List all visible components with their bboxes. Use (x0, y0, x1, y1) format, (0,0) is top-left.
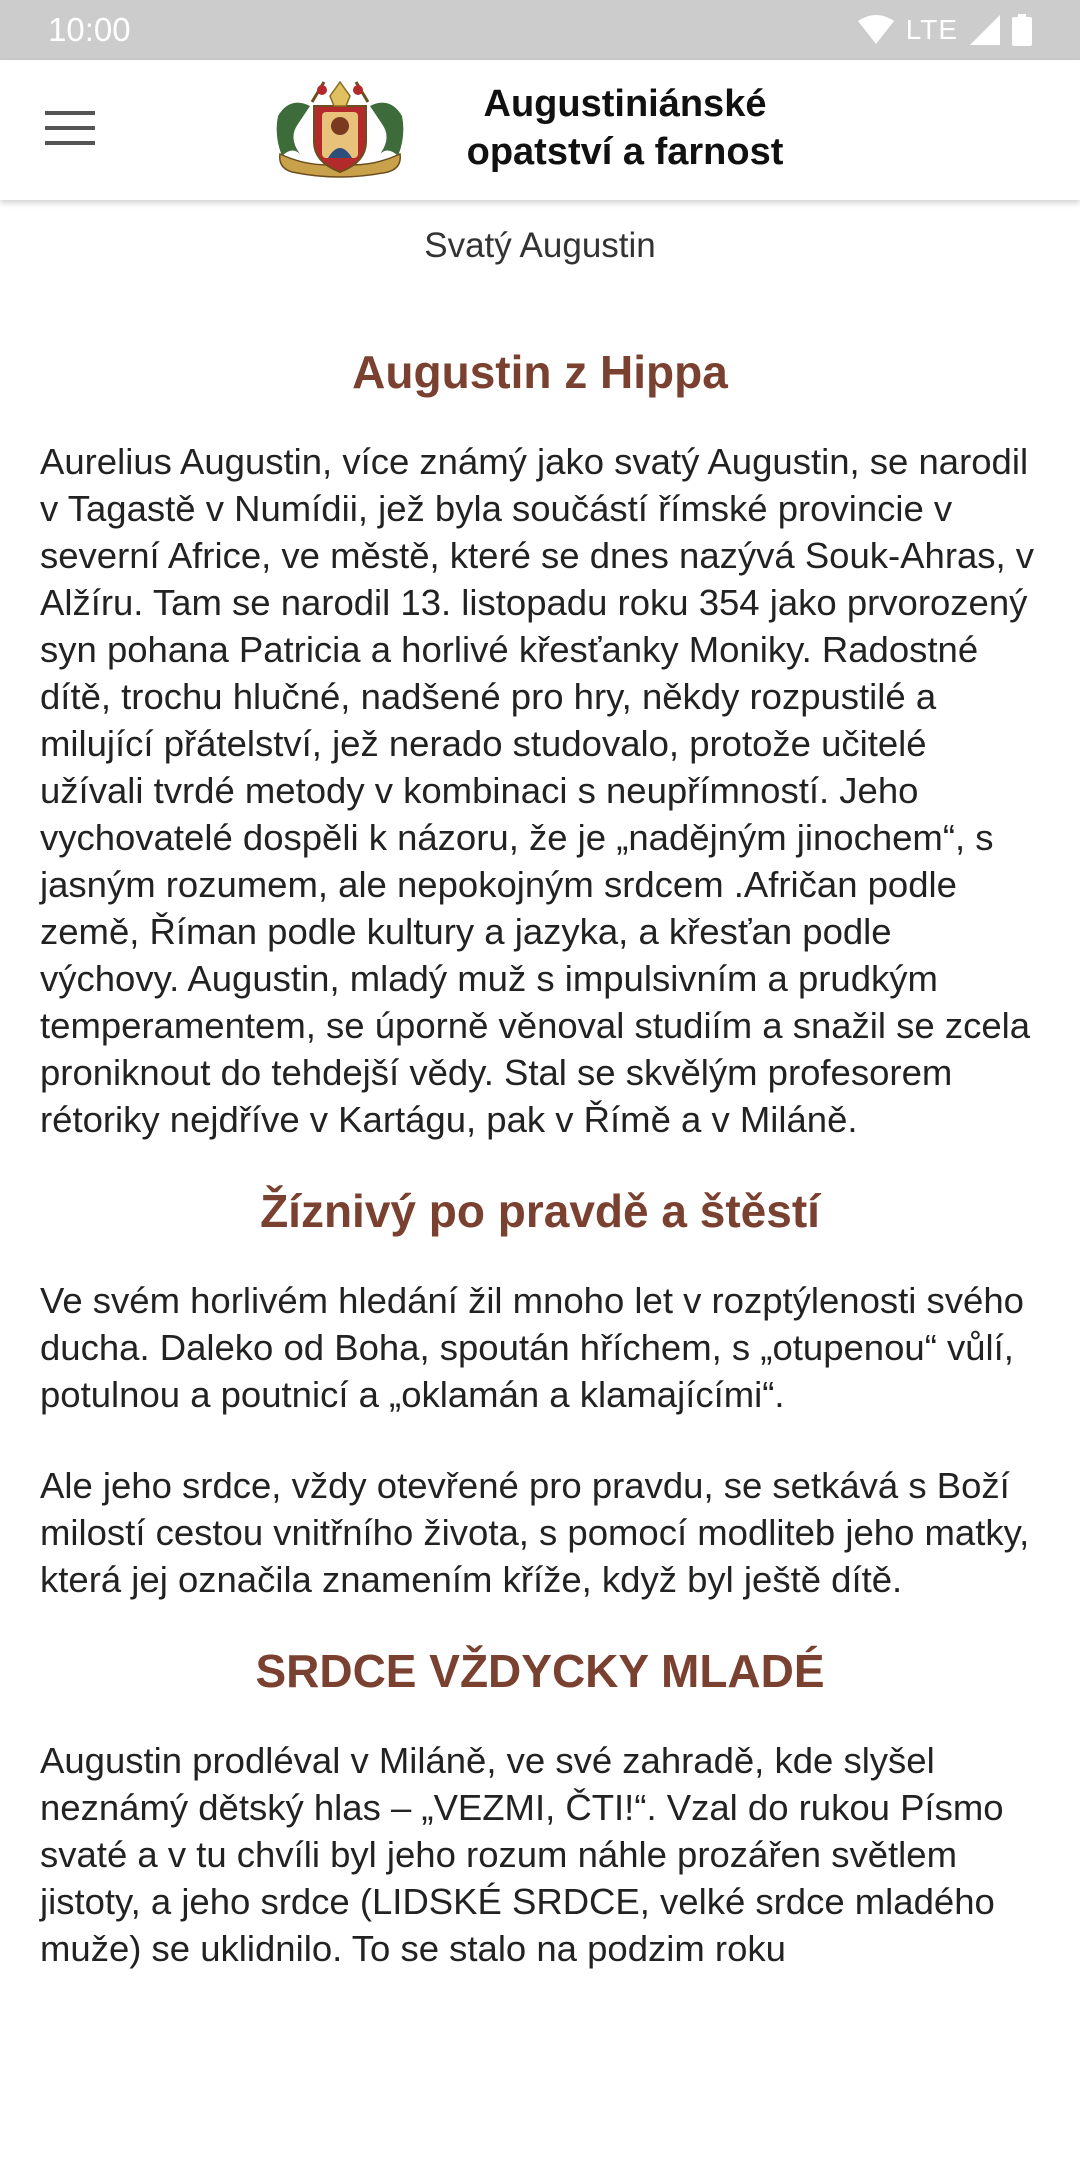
app-bar (0, 60, 1080, 200)
page-subtitle: Svatý Augustin (424, 226, 656, 265)
coat-of-arms-icon (270, 76, 410, 184)
hamburger-menu-button[interactable] (30, 100, 110, 160)
section-heading: Augustin z Hippa (352, 346, 728, 398)
section-paragraph: Ale jeho srdce, vždy otevřené pro pravdu, se setkává s Boží milostí cestou vnitřního života, s pomocí modliteb jeho matky, která jej označila znamením kříže, když byl ještě dítě. (40, 1465, 1030, 1600)
article-content[interactable] (0, 200, 1080, 2160)
abbey-logo[interactable] (270, 76, 410, 184)
section-paragraph: Ve svém horlivém hledání žil mnoho let v rozptýlenosti svého ducha. Daleko od Boha, spoután hříchem, s „otupenou“ vůlí, potulnou a poutnicí a „oklamán a klamajícími“. (40, 1280, 1024, 1415)
network-type-label: LTE (905, 14, 958, 45)
status-time: 10:00 (48, 11, 131, 48)
signal-icon (970, 15, 1000, 45)
app-title (440, 80, 810, 176)
wifi-icon (858, 15, 894, 45)
app-title-line-1: Augustiniánské (483, 83, 767, 125)
section-paragraph: Aurelius Augustin, více známý jako svatý Augustin, se narodil v Tagastě v Numídii, jež byla součástí římské provincie v severní Africe, ve městě, které se dnes nazývá Souk-Ahras, v Alžíru. Tam se narodil 13. listopadu roku 354 jako prvorozený syn pohana Patricia a horlivé křesťanky Moniky. Radostné dítě, trochu hlučné, nadšené pro hry, někdy rozpustilé a milující přátelství, jež nerado studovalo, protože učitelé užívali tvrdé metody v kombinaci s neupřímností. Jeho vychovatelé dospěli k názoru, že je „nadějným jinochem“, s jasným rozumem, ale nepokojným srdcem .Afričan podle země, Říman podle kultury a jazyka, a křesťan podle výchovy. Augustin, mladý muž s impulsivním a prudkým temperamentem, se úporně věnoval studiím a snažil se zcela proniknout do tehdejší vědy. Stal se skvělým profesorem rétoriky nejdříve v Kartágu, pak v Římě a v Miláně. (40, 441, 1035, 1140)
status-icons (858, 14, 1032, 46)
status-bar (0, 0, 1080, 60)
section-heading: SRDCE VŽDYCKY MLADÉ (255, 1645, 825, 1697)
hamburger-menu-icon (45, 111, 95, 150)
app-title-line-2: opatství a farnost (466, 131, 784, 173)
section-heading: Žíznivý po pravdě a štěstí (260, 1185, 820, 1237)
battery-icon (1012, 14, 1032, 46)
section-paragraph: Augustin prodléval v Miláně, ve své zahradě, kde slyšel neznámý dětský hlas – „VEZMI, ČTI!“. Vzal do rukou Písmo svaté a v tu chvíli byl jeho rozum náhle prozářen světlem jistoty, a jeho srdce (LIDSKÉ SRDCE, velké srdce mladého muže) se uklidnilo. To se stalo na podzim roku (40, 1740, 1004, 1969)
